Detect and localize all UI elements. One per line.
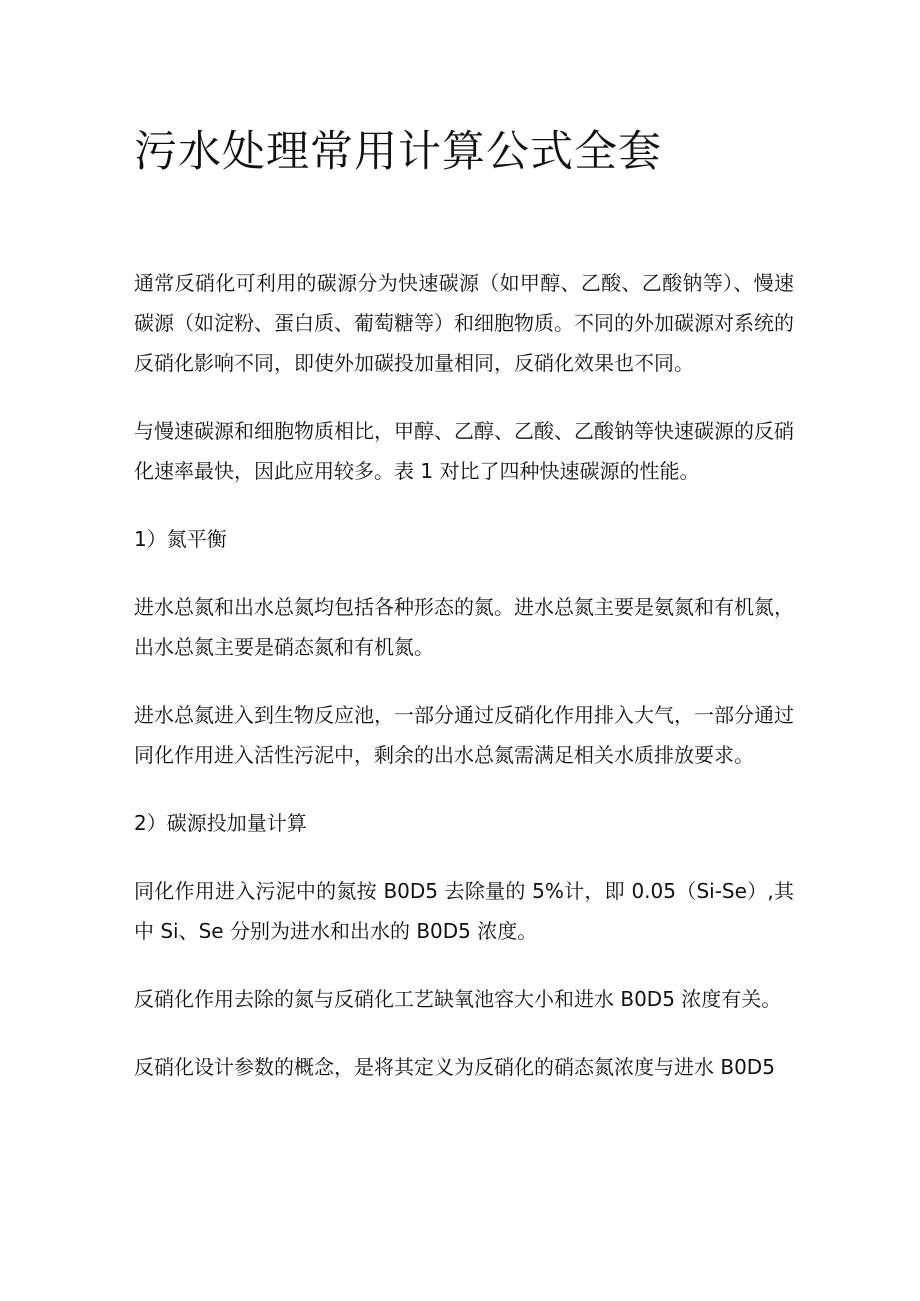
section-heading-nitrogen-balance: 1）氮平衡 xyxy=(134,527,227,551)
document-body xyxy=(134,263,794,1115)
paragraph-denitrification-removal: 反硝化作用去除的氮与反硝化工艺缺氧池容大小和进水 B0D5 浓度有关。 xyxy=(134,987,782,1011)
document-title: 污水处理常用计算公式全套 xyxy=(134,127,662,177)
paragraph-influent-effluent-nitrogen: 进水总氮和出水总氮均包括各种形态的氮。进水总氮主要是氨氮和有机氮，出水总氮主要是硝态氮和有机氮。 xyxy=(134,595,794,659)
paragraph-nitrogen-pathways: 进水总氮进入到生物反应池，一部分通过反硝化作用排入大气，一部分通过同化作用进入活性污泥中，剩余的出水总氮需满足相关水质排放要求。 xyxy=(134,703,794,767)
section-heading-carbon-dosage: 2）碳源投加量计算 xyxy=(134,811,307,835)
paragraph-design-parameter: 反硝化设计参数的概念，是将其定义为反硝化的硝态氮浓度与进水 B0D5 xyxy=(134,1055,775,1079)
paragraph-fast-carbon-sources: 与慢速碳源和细胞物质相比，甲醇、乙醇、乙酸、乙酸钠等快速碳源的反硝化速率最快，因此应用较多。表 1 对比了四种快速碳源的性能。 xyxy=(134,419,794,483)
paragraph-assimilation-nitrogen: 同化作用进入污泥中的氮按 B0D5 去除量的 5%计，即 0.05（Si-Se）,其中 Si、Se 分别为进水和出水的 B0D5 浓度。 xyxy=(134,879,794,943)
paragraph-carbon-source-types: 通常反硝化可利用的碳源分为快速碳源（如甲醇、乙酸、乙酸钠等）、慢速碳源（如淀粉、蛋白质、葡萄糖等）和细胞物质。不同的外加碳源对系统的反硝化影响不同，即使外加碳投加量相同，反硝化效果也不同。 xyxy=(134,271,794,375)
